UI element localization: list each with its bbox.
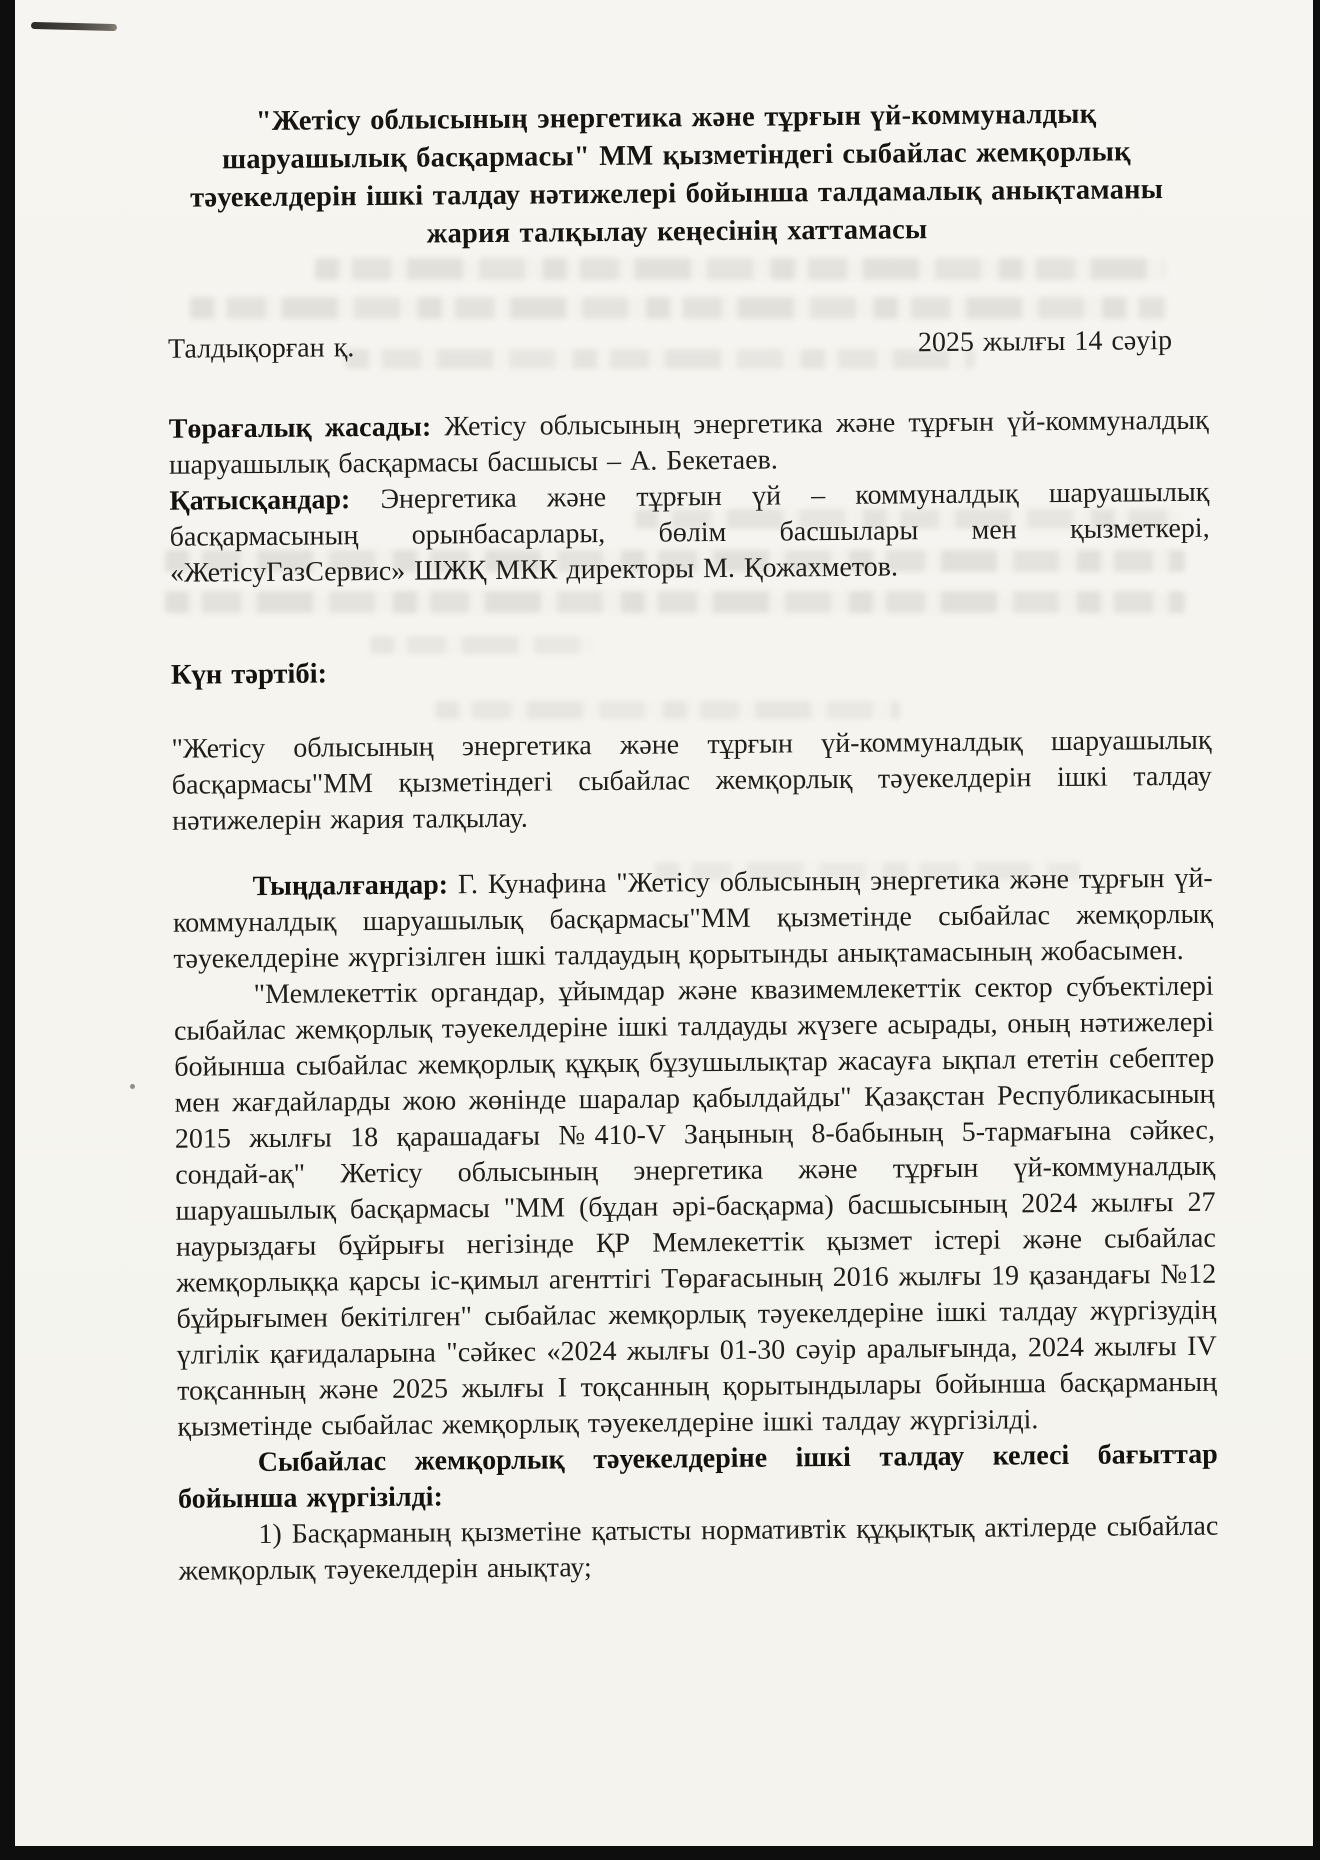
date-label: 2025 жылғы 14 сәуір <box>917 325 1173 359</box>
participants-paragraph <box>169 475 1210 592</box>
pen-mark <box>31 22 117 31</box>
legal-basis-paragraph: "Мемлекеттік органдар, ұйымдар және квазимемлекеттік сектор субъектілері сыбайлас жемқорлық тәуекелдеріне ішкі талдауды жүзеге асырады, оның нәтижелері бойынша сыбайлас жемқорлық құқық бұзушылықтар жасауға ықпал ететін себептер мен жағдайларды жою жөнінде шаралар қабылдайды" Қазақстан Республикасының 2015 жылғы 18 қарашадағы №410-V Заңының 8-бабының 5-тармағына сәйкес, сондай-ақ" Жетісу облысының энергетика және тұрғын үй-коммуналдық шаруашылық басқармасы "ММ (бұдан әрі-басқарма) басшысының 2024 жылғы 27 наурыздағы бұйрығы негізінде ҚР Мемлекеттік қызмет істері және сыбайлас жемқорлыққа қарсы іс-қимыл агенттігі Төрағасының 2016 жылғы 19 қазандағы №12 бұйрығымен бекітілген" сыбайлас жемқорлық тәуекелдеріне ішкі талдау жүргізудің үлгілік қағидаларына "сәйкес «2024 жылғы 01-30 сәуір аралығында, 2024 жылғы IV тоқсанның және 2025 жылғы I тоқсанның қорытындылары бойынша басқарманың қызметінде сыбайлас жемқорлық тәуекелдеріне ішкі талдау жүргізілді. <box>173 970 1218 1443</box>
heard-text: Г. Кунафина "Жетісу облысының энергетика және тұрғын үй-коммуналдық шаруашылық басқармасы"ММ қызметінде сыбайлас жемқорлық тәуекелдеріне жүргізілген ішкі талдаудың қорытынды анықтамасының жобасымен. <box>172 862 1214 975</box>
heard-paragraph <box>173 861 1214 978</box>
direction-item-1: 1) Басқарманың қызметіне қатысты нормативтік құқықтық актілерде сыбайлас жемқорлық тәуекелдерін анықтау; <box>178 1510 1219 1587</box>
document-content <box>165 0 1219 1590</box>
agenda-heading: Күн тәртібі: <box>170 658 328 691</box>
participants-label: Қатысқандар: <box>169 484 351 517</box>
place-date-row <box>168 323 1208 368</box>
heard-label: Тыңдалғандар: <box>252 869 449 903</box>
chaired-paragraph <box>169 403 1210 484</box>
document-title: "Жетісу облысының энергетика және тұрғын үй-коммуналдық шаруашылық басқармасы" ММ қызметіндегі сыбайлас жемқорлық тәуекелдерін ішкі талдау нәтижелері бойынша талдамалық анықтаманы жария талқылау кеңесінің хаттамасы <box>190 98 1164 250</box>
directions-heading: Сыбайлас жемқорлық тәуекелдеріне ішкі талдау келесі бағыттар бойынша жүргізілді: <box>177 1438 1218 1515</box>
place-label: Талдықорған қ. <box>167 332 355 365</box>
participants-text: Энергетика және тұрғын үй – коммуналдық шаруашылық басқармасының орынбасарлары, бөлім басшылары мен қызметкері, «ЖетісуГазСервис» ШЖҚ МКК директоры М. Қожахметов. <box>169 476 1210 589</box>
scanned-document-page <box>15 0 1313 1846</box>
chaired-text: Жетісу облысының энергетика және тұрғын үй-коммуналдық шаруашылық басқармасы басшысы – А. Бекетаев. <box>168 404 1209 481</box>
agenda-paragraph: "Жетісу облысының энергетика және тұрғын үй-коммуналдық шаруашылық басқармасы"ММ қызметіндегі сыбайлас жемқорлық тәуекелдерін ішкі талдау нәтижелерін жария талқылау. <box>171 724 1212 837</box>
scan-speck <box>130 1084 135 1089</box>
chaired-label: Төрағалық жасады: <box>168 411 432 445</box>
